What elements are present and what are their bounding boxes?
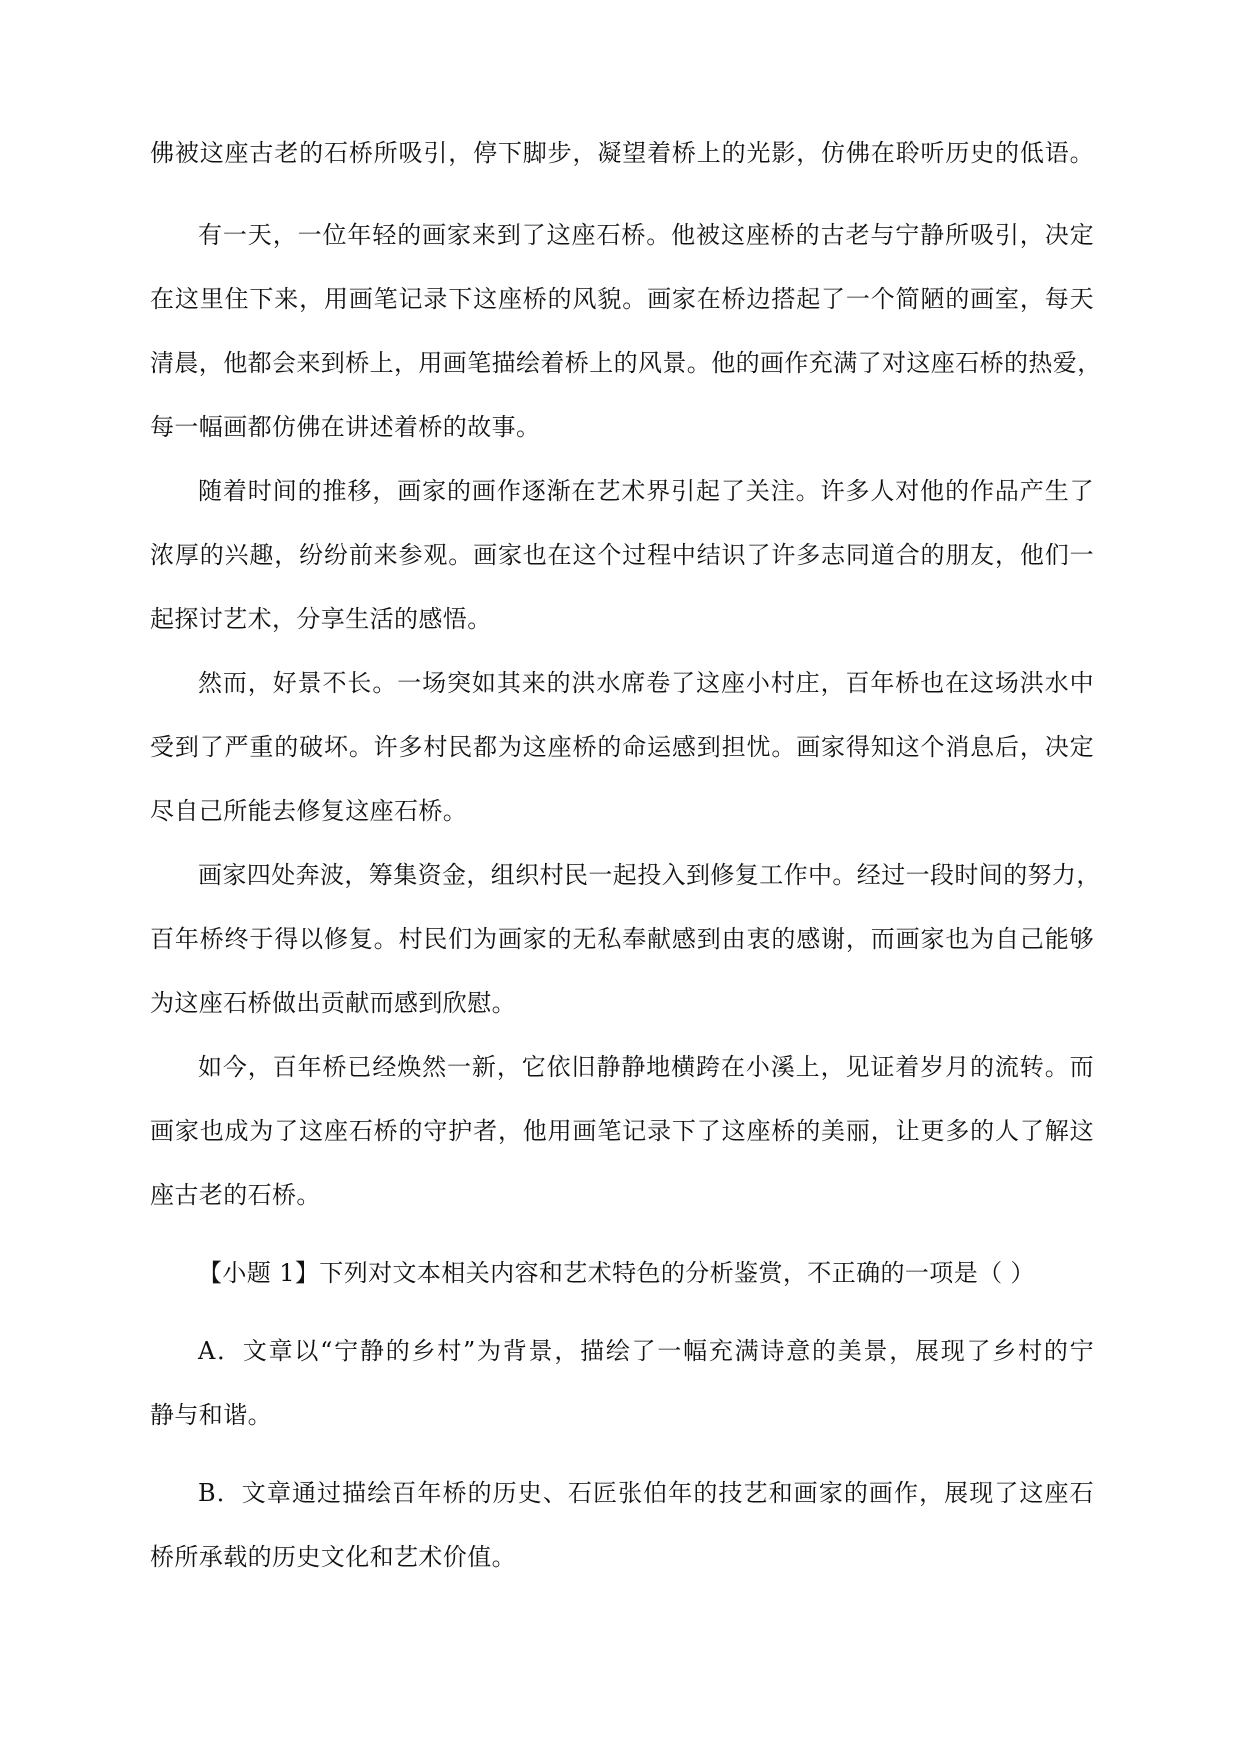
text-line: 如今，百年桥已经焕然一新，它依旧静静地横跨在小溪上，见证着岁月的流转。而: [198, 1053, 1094, 1081]
text-line: 受到了严重的破坏。许多村民都为这座桥的命运感到担忧。画家得知这个消息后，决定: [150, 733, 1094, 761]
question-stem: 【小题 1】下列对文本相关内容和艺术特色的分析鉴赏，不正确的一项是（ ）: [198, 1259, 1035, 1287]
text-line: 百年桥终于得以修复。村民们为画家的无私奉献感到由衷的感谢，而画家也为自己能够: [150, 925, 1094, 953]
text-line: 每一幅画都仿佛在讲述着桥的故事。: [150, 413, 541, 441]
text-line: 尽自己所能去修复这座石桥。: [150, 797, 468, 825]
text-line: 清晨，他都会来到桥上，用画笔描绘着桥上的风景。他的画作充满了对这座石桥的热爱，: [150, 349, 1102, 377]
text-line: 有一天，一位年轻的画家来到了这座石桥。他被这座桥的古老与宁静所吸引，决定: [198, 221, 1094, 249]
text-line: 佛被这座古老的石桥所吸引，停下脚步，凝望着桥上的光影，仿佛在聆听历史的低语。: [150, 139, 1094, 167]
text-line: 为这座石桥做出贡献而感到欣慰。: [150, 989, 516, 1017]
option-b-cont: 桥所承载的历史文化和艺术价值。: [150, 1543, 516, 1571]
text-line: 然而，好景不长。一场突如其来的洪水席卷了这座小村庄，百年桥也在这场洪水中: [198, 669, 1094, 697]
text-line: 画家四处奔波，筹集资金，组织村民一起投入到修复工作中。经过一段时间的努力，: [198, 861, 1101, 889]
text-line: 在这里住下来，用画笔记录下这座桥的风貌。画家在桥边搭起了一个简陋的画室，每天: [150, 285, 1094, 313]
text-line: 画家也成为了这座石桥的守护者，他用画笔记录下了这座桥的美丽，让更多的人了解这: [150, 1117, 1094, 1145]
text-line: 起探讨艺术，分享生活的感悟。: [150, 605, 492, 633]
option-a: A．文章以“宁静的乡村”为背景，描绘了一幅充满诗意的美景，展现了乡村的宁: [198, 1337, 1094, 1365]
text-line: 座古老的石桥。: [150, 1181, 321, 1209]
text-line: 浓厚的兴趣，纷纷前来参观。画家也在这个过程中结识了许多志同道合的朋友，他们一: [150, 541, 1094, 569]
text-line: 随着时间的推移，画家的画作逐渐在艺术界引起了关注。许多人对他的作品产生了: [198, 477, 1094, 505]
option-b: B．文章通过描绘百年桥的历史、石匠张伯年的技艺和画家的画作，展现了这座石: [198, 1479, 1094, 1507]
option-a-cont: 静与和谐。: [150, 1401, 272, 1429]
